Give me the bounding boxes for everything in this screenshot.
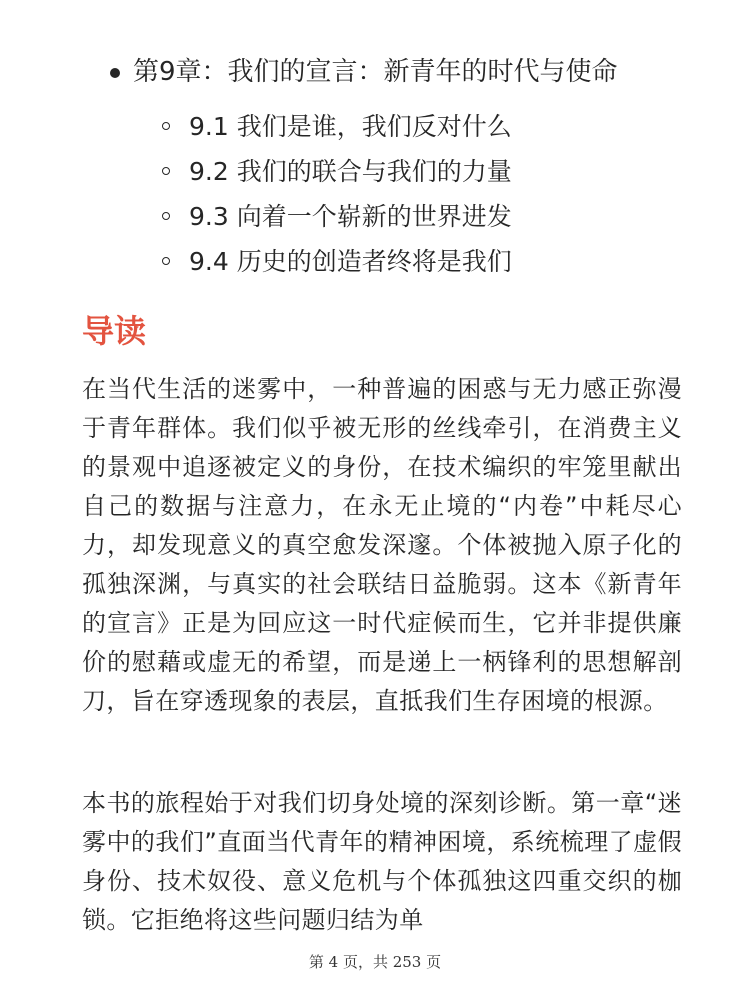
- bullet-circle-icon: [162, 257, 170, 265]
- toc-chapter-item: 第9章：我们的宣言：新青年的时代与使命: [133, 57, 618, 87]
- page-number-footer: 第 4 页，共 253 页: [308, 953, 442, 971]
- bullet-circle-icon: [162, 212, 170, 220]
- bullet-circle-icon: [162, 167, 170, 175]
- toc-section-label: 9.1 我们是谁，我们反对什么: [189, 112, 512, 141]
- intro-paragraph: 本书的旅程始于对我们切身处境的深刻诊断。第一章“迷雾中的我们”直面当代青年的精神困境，系统梳理了虚假身份、技术奴役、意义危机与个体孤独这四重交织的枷锁。它拒绝将这些问题归结为单: [82, 789, 682, 934]
- intro-heading: 导读: [82, 312, 147, 350]
- intro-paragraph: 在当代生活的迷雾中，一种普遍的困惑与无力感正弥漫于青年群体。我们似乎被无形的丝线牵引，在消费主义的景观中追逐被定义的身份，在技术编织的牢笼里献出自己的数据与注意力，在永无止境的“内卷”中耗尽心力，却发现意义的真空愈发深邃。个体被抛入原子化的孤独深渊，与真实的社会联结日益脆弱。这本《新青年的宣言》正是为回应这一时代症候而生，它并非提供廉价的慰藉或虚无的希望，而是递上一柄锋利的思想解剖刀，旨在穿透现象的表层，直抵我们生存困境的根源。: [82, 375, 682, 715]
- toc-section-label: 9.2 我们的联合与我们的力量: [189, 157, 512, 186]
- toc-section-label: 9.3 向着一个崭新的世界进发: [189, 202, 512, 231]
- bullet-circle-icon: [162, 122, 170, 130]
- toc-section-label: 9.4 历史的创造者终将是我们: [189, 247, 512, 276]
- bullet-disc-icon: [110, 68, 120, 78]
